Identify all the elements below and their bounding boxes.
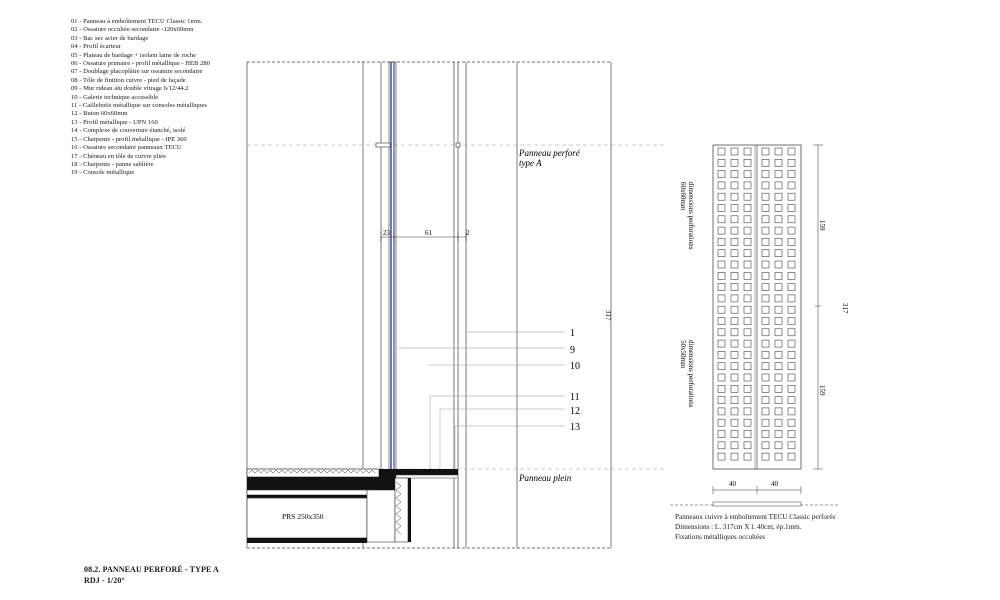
perforation-hole	[762, 227, 769, 234]
perforation-hole	[788, 442, 795, 449]
perforation-hole	[718, 272, 725, 279]
perforation-hole	[744, 148, 751, 155]
perforation-hole	[775, 453, 782, 460]
perforation-hole	[731, 261, 738, 268]
dim-23: 23	[383, 229, 390, 237]
perforation-hole	[744, 171, 751, 178]
legend-item: 03 - Bac sec acier de bardage	[71, 34, 149, 42]
perforation-hole	[775, 250, 782, 257]
callout-1: 1	[570, 328, 575, 339]
perforation-hole	[731, 374, 738, 381]
perforation-hole	[731, 385, 738, 392]
callout-10: 10	[570, 361, 580, 372]
legend-item: 18 - Charpente - panne sablière	[71, 160, 154, 168]
dim-159-bottom: 159	[818, 385, 826, 396]
perforation-hole	[775, 171, 782, 178]
perforation-hole	[731, 148, 738, 155]
legend-item: 19 - Console métallique	[71, 169, 135, 177]
perforation-hole	[762, 453, 769, 460]
perforation-hole	[744, 193, 751, 200]
perforation-hole	[775, 148, 782, 155]
perforation-hole	[788, 159, 795, 166]
legend-item: 02 - Ossature occultée secondaire -120x60mm	[71, 26, 194, 34]
perf-dim-bottom-line2: 50x50mm	[679, 340, 687, 369]
caption-line-2: Dimensions : L. 317cm X l. 40cm, ép.1mm.	[675, 523, 802, 531]
perforation-hole	[762, 216, 769, 223]
perforation-hole	[775, 442, 782, 449]
perforation-hole	[718, 329, 725, 336]
perforation-hole	[744, 306, 751, 313]
callout-11: 11	[570, 392, 580, 403]
perforation-hole	[744, 250, 751, 257]
perforation-hole	[718, 205, 725, 212]
perforation-hole	[788, 250, 795, 257]
legend-item: 10 - Galerie technique accessible	[71, 93, 159, 101]
floor-slab	[247, 469, 458, 543]
perforation-hole	[744, 205, 751, 212]
perforation-hole	[775, 329, 782, 336]
panel-label-perfore	[518, 148, 581, 168]
perforation-hole	[744, 397, 751, 404]
perforation-hole	[775, 363, 782, 370]
perforation-hole	[775, 318, 782, 325]
perforation-hole	[731, 159, 738, 166]
perforation-hole	[775, 227, 782, 234]
legend-item: 06 - Ossature primaire - profil métallique - HEB 280	[71, 60, 210, 68]
dim-2: 2	[466, 229, 470, 237]
perforation-hole	[718, 408, 725, 415]
legend-item: 08 - Tôle de finition cuivre - pied de façade	[71, 76, 186, 84]
legend-item: 13 - Profil métallique - UPN 160	[71, 118, 158, 126]
perforation-hole	[731, 250, 738, 257]
perforation-hole	[762, 363, 769, 370]
perforation-hole	[718, 159, 725, 166]
perforation-hole	[775, 216, 782, 223]
perforation-hole	[731, 340, 738, 347]
perforation-hole	[731, 442, 738, 449]
perforation-hole	[775, 306, 782, 313]
perf-dim-bottom-line1: dimensions perforations	[687, 340, 695, 408]
perforation-hole	[744, 227, 751, 234]
perforation-hole	[762, 318, 769, 325]
dim-40-left: 40	[729, 480, 736, 488]
perforation-hole	[762, 284, 769, 291]
perforation-hole	[731, 329, 738, 336]
perforation-hole	[788, 261, 795, 268]
perforation-hole	[718, 431, 725, 438]
dimension-line-horizontal	[381, 232, 466, 242]
perforation-hole	[731, 295, 738, 302]
perforation-hole	[775, 419, 782, 426]
perforation-hole	[762, 261, 769, 268]
perforation-hole	[731, 284, 738, 291]
perforation-hole	[775, 284, 782, 291]
callout-leaders	[398, 332, 565, 470]
perforation-hole	[731, 318, 738, 325]
legend-item: 07 - Doublage placoplâtre sur ossature secondaire	[71, 68, 203, 76]
perforation-hole	[762, 329, 769, 336]
perforation-hole	[718, 216, 725, 223]
perforation-hole	[731, 419, 738, 426]
perforation-hole	[744, 272, 751, 279]
perforation-hole	[718, 182, 725, 189]
perforation-hole	[744, 419, 751, 426]
perforation-hole	[775, 272, 782, 279]
drawing-title: 08.2. PANNEAU PERFORÉ - TYPE A	[84, 565, 219, 574]
label-panneau-plein: Panneau plein	[519, 473, 572, 483]
perforation-hole	[775, 238, 782, 245]
caption-line-1: Panneaux cuivre à emboîtement TECU Classic perforés	[675, 513, 836, 521]
legend-item: 04 - Profil écarteur	[71, 43, 121, 51]
legend-item: 14 - Complexe de couverture étanché, isolé	[71, 127, 186, 135]
legend-item: 15 - Charpente - profil métallique - IPE 360	[71, 135, 187, 143]
perforation-hole	[762, 351, 769, 358]
drawing-scale: RDJ - 1/20°	[84, 576, 125, 585]
label-perfore-line2: type A	[519, 158, 542, 168]
perforation-hole	[788, 216, 795, 223]
perforation-hole	[775, 193, 782, 200]
perforation-hole	[718, 419, 725, 426]
perforation-hole	[718, 238, 725, 245]
perforation-hole	[775, 205, 782, 212]
dim-317-elevation: 317	[841, 303, 849, 314]
perforation-hole	[718, 171, 725, 178]
perforation-hole	[744, 238, 751, 245]
perforation-hole	[744, 295, 751, 302]
perforation-hole	[744, 453, 751, 460]
perforation-hole	[744, 385, 751, 392]
perforation-hole	[744, 182, 751, 189]
perforation-hole	[718, 261, 725, 268]
perforation-hole	[762, 238, 769, 245]
perforation-hole	[731, 205, 738, 212]
perforation-hole	[731, 431, 738, 438]
perforation-hole	[718, 250, 725, 257]
perforation-hole	[731, 216, 738, 223]
perforation-hole	[788, 329, 795, 336]
legend-item: 09 - Mur rideau alu double vitrage 6/12/44.2	[71, 85, 189, 93]
perforation-hole	[744, 261, 751, 268]
legend-item: 05 - Plateau de bardage + isolant laine de roche	[71, 51, 197, 59]
perforation-hole	[788, 238, 795, 245]
perforation-hole	[762, 272, 769, 279]
perforation-hole	[762, 148, 769, 155]
perforation-hole	[718, 374, 725, 381]
perforation-hole	[762, 442, 769, 449]
perforation-hole	[762, 385, 769, 392]
perforation-hole	[788, 431, 795, 438]
perforation-hole	[731, 272, 738, 279]
perforation-hole	[788, 397, 795, 404]
perforation-hole	[762, 408, 769, 415]
perforation-hole	[718, 340, 725, 347]
perforation-hole	[718, 318, 725, 325]
dim-159-top: 159	[818, 220, 826, 231]
perforation-hole	[788, 193, 795, 200]
perforation-hole	[788, 272, 795, 279]
perforation-hole	[775, 351, 782, 358]
perforation-hole	[762, 306, 769, 313]
perforation-hole	[718, 351, 725, 358]
callout-13: 13	[570, 422, 580, 433]
perforation-hole	[762, 171, 769, 178]
perforation-hole	[788, 453, 795, 460]
perforation-hole	[731, 351, 738, 358]
perforation-hole	[718, 397, 725, 404]
perforation-hole	[788, 374, 795, 381]
panel-elevation	[713, 145, 801, 469]
perforation-hole	[788, 351, 795, 358]
perforation-hole	[718, 363, 725, 370]
perforation-hole	[788, 385, 795, 392]
dim-40-right: 40	[771, 480, 778, 488]
perforation-hole	[744, 374, 751, 381]
perforation-hole	[775, 397, 782, 404]
caption-line-3: Fixations métalliques occultées	[675, 533, 766, 541]
perforation-hole	[744, 363, 751, 370]
perforation-hole	[762, 159, 769, 166]
callout-9: 9	[570, 345, 575, 356]
perforation-hole	[788, 419, 795, 426]
legend-item: 16 - Ossature secondaire panneaux TECU	[71, 144, 182, 152]
perforation-hole	[762, 374, 769, 381]
perforation-hole	[718, 453, 725, 460]
dim-61: 61	[425, 229, 432, 237]
perforation-hole	[762, 431, 769, 438]
perforation-hole	[744, 318, 751, 325]
perforation-hole	[731, 182, 738, 189]
perforation-hole	[744, 284, 751, 291]
perforation-hole	[775, 408, 782, 415]
perforation-hole	[744, 329, 751, 336]
perforation-hole	[762, 193, 769, 200]
perforation-hole	[788, 171, 795, 178]
perforation-hole	[762, 182, 769, 189]
dim-317-section: 317	[604, 310, 612, 321]
perforation-hole	[775, 340, 782, 347]
legend-item: 17 - Chéneau en tôle de cuivre pliée	[71, 152, 167, 160]
perforation-hole	[744, 159, 751, 166]
perforation-hole	[718, 306, 725, 313]
perforation-hole	[775, 159, 782, 166]
perforation-hole	[744, 216, 751, 223]
perforation-hole	[788, 148, 795, 155]
perforation-hole	[744, 351, 751, 358]
perforation-hole	[718, 227, 725, 234]
perforation-hole	[744, 340, 751, 347]
callout-12: 12	[570, 406, 580, 417]
perforation-hole	[731, 453, 738, 460]
perforation-hole	[762, 340, 769, 347]
perforation-hole	[762, 295, 769, 302]
perforation-hole	[788, 182, 795, 189]
perforation-hole	[731, 227, 738, 234]
perf-dim-top-line2: 60x60mm	[679, 182, 687, 211]
beam-label: PRS 250x350	[282, 512, 324, 521]
perf-dim-top-line1: dimensions perforations	[687, 182, 695, 250]
perforation-hole	[731, 306, 738, 313]
perforation-hole	[788, 284, 795, 291]
perforation-hole	[762, 250, 769, 257]
perforation-hole	[744, 408, 751, 415]
perforation-hole	[731, 397, 738, 404]
perforation-hole	[775, 182, 782, 189]
perforation-hole	[744, 431, 751, 438]
perforation-hole	[731, 238, 738, 245]
perforation-hole	[788, 318, 795, 325]
perforation-hole	[788, 306, 795, 313]
perforation-hole	[775, 385, 782, 392]
perforation-hole	[775, 431, 782, 438]
perforation-hole	[731, 171, 738, 178]
perforation-hole	[762, 205, 769, 212]
perforation-hole	[775, 295, 782, 302]
perforation-hole	[788, 408, 795, 415]
perforation-hole	[718, 148, 725, 155]
legend-item: 01 - Panneau à emboîtement TECU Classic 1mm.	[71, 18, 203, 25]
legend-item: 11 - Caillebotis métallique sur consoles métalliques	[71, 102, 207, 110]
perforation-hole	[718, 295, 725, 302]
perforation-hole	[788, 205, 795, 212]
perforation-hole	[775, 374, 782, 381]
perforation-hole	[788, 295, 795, 302]
perforation-hole	[788, 340, 795, 347]
legend-item: 12 - Buton 60x60mm	[71, 110, 128, 118]
perforation-hole	[731, 363, 738, 370]
perforation-hole	[718, 284, 725, 291]
label-perfore-line1: Panneau perforé	[519, 148, 580, 158]
reference-lines	[247, 145, 665, 469]
perforation-hole	[762, 419, 769, 426]
perforation-hole	[744, 442, 751, 449]
perforation-hole	[718, 385, 725, 392]
perforation-hole	[788, 363, 795, 370]
perforation-hole	[762, 397, 769, 404]
perforation-hole	[718, 193, 725, 200]
perforation-hole	[731, 193, 738, 200]
perforation-hole	[775, 261, 782, 268]
perforation-hole	[788, 227, 795, 234]
perforation-hole	[718, 442, 725, 449]
perforation-hole	[731, 408, 738, 415]
